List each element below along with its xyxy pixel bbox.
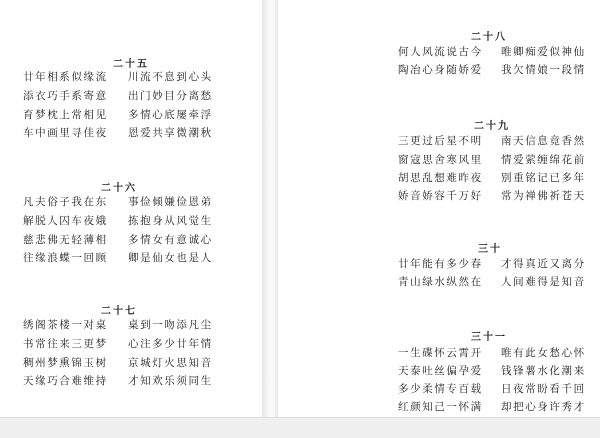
poem-line: 却把心身许秀才 xyxy=(501,401,586,413)
right-page xyxy=(278,0,600,417)
poem-line: 车中画里寻佳夜 xyxy=(23,127,108,139)
poem-line: 天泰吐丝偏孕爱 xyxy=(398,365,483,377)
poem-line: 卿是仙女也是人 xyxy=(128,252,213,264)
poem-line: 常为禅佛祈苍天 xyxy=(501,190,586,202)
poem-line: 何人风流说古今 xyxy=(398,46,483,58)
poem-line: 别重铭记已多年 xyxy=(501,172,586,184)
poem-line: 我欠情娘一段情 xyxy=(501,64,586,76)
poem-line: 唯有此女愁心怀 xyxy=(501,347,586,359)
poem-line: 窗寇思舍寒风里 xyxy=(398,154,483,166)
poem-title: 二十九 xyxy=(474,121,510,132)
poem-title: 三十 xyxy=(478,244,502,255)
poem-line: 出门妙目分离愁 xyxy=(128,90,213,102)
poem-line: 才知欢乐须同生 xyxy=(128,375,213,387)
poem-line: 多少柔情专百载 xyxy=(398,383,483,395)
poem-line: 情爱萦缠绵花前 xyxy=(501,154,586,166)
poem-title: 二十八 xyxy=(471,32,507,43)
poem-line: 钱锋薯水化潮来 xyxy=(501,365,586,377)
poem-line: 恩爱共享微潮秋 xyxy=(128,127,213,139)
poem-line: 廿年能有多少春 xyxy=(398,258,483,270)
poem-line: 拣抱身从风觉生 xyxy=(128,215,213,227)
poem-title: 三十一 xyxy=(471,332,507,343)
poem-line: 三更过后星不明 xyxy=(398,135,483,147)
poem-title: 二十七 xyxy=(101,306,137,317)
poem-line: 陶冶心身随娇爱 xyxy=(398,64,483,76)
poem-line: 红颜知己一怀满 xyxy=(398,401,483,413)
poem-line: 日夜常盼看千回 xyxy=(501,383,586,395)
poem-line: 绣阁茶楼一对桌 xyxy=(23,319,108,331)
poem-line: 川流不息到心头 xyxy=(128,71,213,83)
poem-line: 京城灯火思知音 xyxy=(128,357,213,369)
poem-line: 慈悲佛无轻薄相 xyxy=(23,234,108,246)
poem-line: 解脱人囚车夜娥 xyxy=(23,215,108,227)
viewer-bottom-strip xyxy=(0,417,600,438)
poem-line: 书常往来三更梦 xyxy=(23,338,108,350)
poem-line: 一生碟怀云霄开 xyxy=(398,347,483,359)
poem-line: 青山绿水纵然在 xyxy=(398,276,483,288)
poem-line: 唯卿痴爱似神仙 xyxy=(501,46,586,58)
poem-line: 多情女有意诚心 xyxy=(128,234,213,246)
left-page xyxy=(0,0,262,417)
poem-line: 天缘巧合难维持 xyxy=(23,375,108,387)
poem-line: 人间难得是知音 xyxy=(501,276,586,288)
poem-line: 胡思乱想难昨夜 xyxy=(398,172,483,184)
poem-title: 二十五 xyxy=(113,59,149,70)
poem-line: 心注多少廿年情 xyxy=(128,338,213,350)
book-gutter xyxy=(262,0,278,417)
poem-line: 添衣巧手系寄意 xyxy=(23,90,108,102)
poem-line: 桌到一吻添凡尘 xyxy=(128,319,213,331)
poem-line: 往缘浪蝶一回顾 xyxy=(23,252,108,264)
poem-line: 稠州梦熏锦玉树 xyxy=(23,357,108,369)
poem-line: 娇音娇容千万好 xyxy=(398,190,483,202)
poem-line: 廿年相系似缘流 xyxy=(23,71,108,83)
poem-line: 多情心底屡牵浮 xyxy=(128,109,213,121)
poem-line: 育梦枕上常相见 xyxy=(23,109,108,121)
poem-title: 二十六 xyxy=(101,183,137,194)
poem-line: 事俭倾嫌俭恩弟 xyxy=(128,196,213,208)
poem-line: 南天信息竟香然 xyxy=(501,135,586,147)
poem-line: 才得真近又离分 xyxy=(501,258,586,270)
poem-line: 凡夫俗子我在东 xyxy=(23,196,108,208)
